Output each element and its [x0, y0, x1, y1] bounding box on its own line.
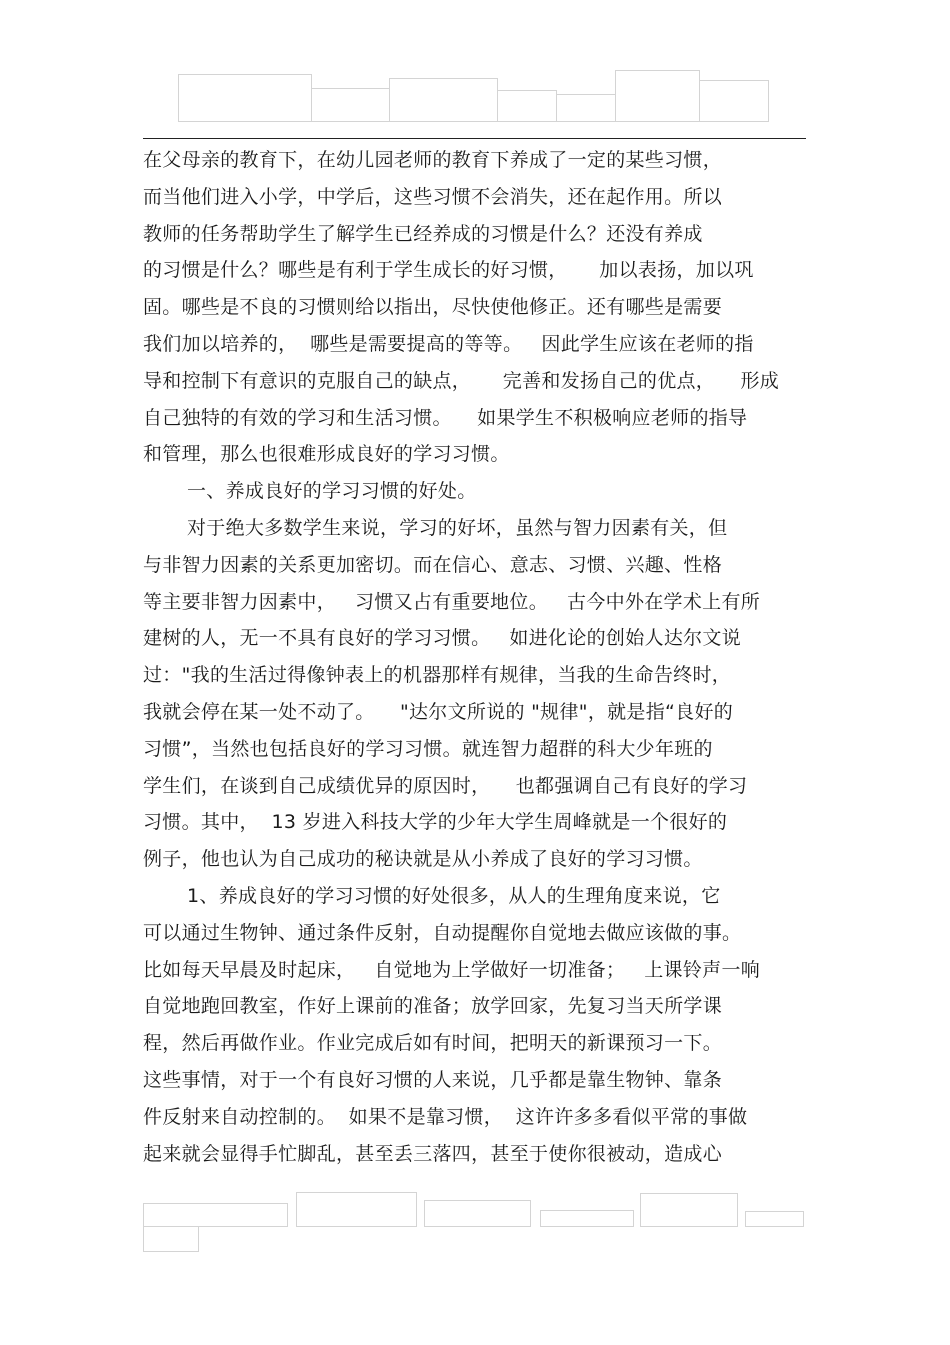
footer-decoration-box [296, 1192, 417, 1227]
text-line: 件反射来自动控制的。 如果不是靠习惯， 这许许多多看似平常的事做 [143, 1105, 748, 1128]
text-line: 的习惯是什么？哪些是有利于学生成长的好习惯， 加以表扬，加以巩 [143, 259, 754, 282]
text-line: 而当他们进入小学，中学后，这些习惯不会消失，还在起作用。所以 [143, 185, 723, 208]
text-line: 1、养成良好的学习习惯的好处很多，从人的生理角度来说，它 [187, 884, 721, 907]
body-text [143, 142, 823, 1172]
text-line: 起来就会显得手忙脚乱，甚至丢三落四，甚至于使你很被动，造成心 [143, 1142, 723, 1165]
text-line: 过："我的生活过得像钟表上的机器那样有规律，当我的生命告终时， [143, 664, 732, 687]
header-rule [143, 138, 806, 139]
footer-decoration-box [640, 1193, 738, 1227]
text-line: 习惯”，当然也包括良好的学习习惯。就连智力超群的科大少年班的 [143, 737, 713, 760]
text-line: 学生们，在谈到自己成绩优异的原因时， 也都强调自己有良好的学习 [143, 774, 748, 797]
text-line: 我就会停在某一处不动了。 "达尔文所说的 "规律"，就是指“良好的 [143, 700, 734, 723]
footer-decoration-box [143, 1226, 199, 1252]
header-decoration-box [556, 94, 616, 122]
text-line: 我们加以培养的， 哪些是需要提高的等等。 因此学生应该在老师的指 [143, 332, 754, 355]
header-decoration-box [699, 80, 769, 122]
text-line: 教师的任务帮助学生了解学生已经养成的习惯是什么？还没有养成 [143, 222, 703, 245]
text-line: 导和控制下有意识的克服自己的缺点， 完善和发扬自己的优点， 形成 [143, 369, 780, 392]
header-decoration-box [311, 88, 390, 122]
text-line: 可以通过生物钟、通过条件反射，自动提醒你自觉地去做应该做的事。 [143, 921, 742, 944]
header-decoration-box [497, 90, 557, 122]
text-line: 等主要非智力因素中， 习惯又占有重要地位。 古今中外在学术上有所 [143, 590, 761, 613]
text-line: 自己独特的有效的学习和生活习惯。 如果学生不积极响应老师的指导 [143, 406, 748, 429]
text-line: 比如每天早晨及时起床， 自觉地为上学做好一切准备； 上课铃声一响 [143, 958, 761, 981]
text-line: 与非智力因素的关系更加密切。而在信心、意志、习惯、兴趣、性格 [143, 553, 723, 576]
text-line: 一、养成良好的学习习惯的好处。 [187, 480, 477, 503]
text-line: 固。哪些是不良的习惯则给以指出，尽快使他修正。还有哪些是需要 [143, 296, 723, 319]
footer-decoration-box [143, 1203, 288, 1227]
header-decoration-box [615, 70, 700, 122]
header-decoration-box [389, 78, 498, 122]
text-line: 自觉地跑回教室，作好上课前的准备；放学回家，先复习当天所学课 [143, 995, 723, 1018]
text-line: 在父母亲的教育下，在幼儿园老师的教育下养成了一定的某些习惯， [143, 149, 723, 171]
footer-decoration-box [540, 1210, 634, 1227]
text-line: 这些事情，对于一个有良好习惯的人来说，几乎都是靠生物钟、靠条 [143, 1068, 723, 1091]
text-line: 例子，他也认为自己成功的秘诀就是从小养成了良好的学习习惯。 [143, 848, 703, 871]
text-line: 和管理，那么也很难形成良好的学习习惯。 [143, 443, 510, 466]
text-line: 对于绝大多数学生来说，学习的好坏，虽然与智力因素有关，但 [187, 516, 728, 539]
text-line: 建树的人，无一不具有良好的学习习惯。 如进化论的创始人达尔文说 [143, 627, 742, 650]
text-line: 习惯。其中， 13 岁进入科技大学的少年大学生周峰就是一个很好的 [143, 811, 728, 834]
footer-decoration-box [424, 1200, 531, 1227]
header-decoration-box [178, 74, 312, 122]
text-line: 程，然后再做作业。作业完成后如有时间，把明天的新课预习一下。 [143, 1032, 723, 1055]
footer-decoration-box [745, 1211, 804, 1227]
